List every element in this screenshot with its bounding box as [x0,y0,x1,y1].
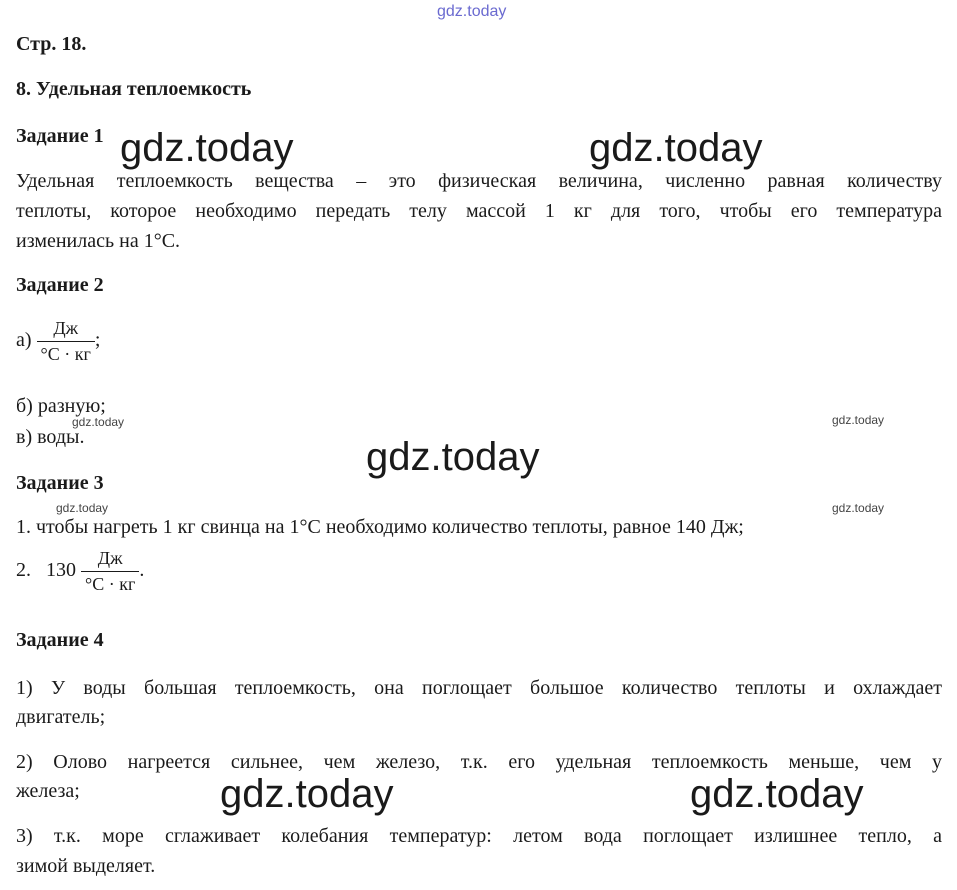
watermark-big: gdz.today [589,126,763,170]
task2-a-prefix: а) [16,329,32,352]
task1-line: изменилась на 1°C. [16,230,181,252]
watermark-big: gdz.today [220,772,394,816]
task4-p3-line: 3) т.к. море сглаживает колебания температур: летом вода поглощает излишнее тепло, а [16,825,942,847]
watermark-big: gdz.today [120,126,294,170]
task2-item-a [16,318,100,365]
fraction-denominator: °C · кг [40,344,91,364]
fraction-denominator: °C · кг [85,574,136,594]
task4-p3-line: зимой выделяет. [16,855,156,877]
watermark-small: gdz.today [832,501,885,515]
task3-item2-prefix: 2. [16,559,31,582]
watermark-small: gdz.today [72,415,125,429]
task4-p1-line: двигатель; [16,706,106,728]
fraction-numerator: Дж [81,548,139,572]
task4-heading: Задание 4 [16,629,104,651]
task4-p2-line: железа; [16,780,80,802]
task2-item-c: в) воды. [16,426,85,448]
task2-a-suffix: ; [94,329,101,352]
task1-line: теплоты, которое необходимо передать телу массой 1 кг для того, чтобы его температура [16,200,942,222]
watermark-big: gdz.today [690,772,864,816]
task3-item2-suffix: . [139,559,145,582]
task4-p1-line: 1) У воды большая теплоемкость, она поглощает большое количество теплоты и охлаждает [16,677,942,699]
task4-p2-line: 2) Олово нагреется сильнее, чем железо, т.к. его удельная теплоемкость меньше, чем у [16,751,942,773]
task1-line: Удельная теплоемкость вещества – это физическая величина, численно равная количеству [16,170,942,192]
watermark-small: gdz.today [56,501,109,515]
task2-heading: Задание 2 [16,274,104,296]
unit-fraction [81,548,139,595]
watermark-top: gdz.today [437,3,507,20]
fraction-numerator: Дж [37,318,95,342]
page-label: Стр. 18. [16,33,87,55]
watermark-small: gdz.today [832,413,885,427]
task3-item2-value: 130 [46,559,76,582]
task1-heading: Задание 1 [16,125,104,147]
task2-item-b: б) разную; [16,395,106,417]
section-title: 8. Удельная теплоемкость [16,78,252,100]
task3-line1: 1. чтобы нагреть 1 кг свинца на 1°C необходимо количество теплоты, равное 140 Дж; [16,516,744,538]
unit-fraction [37,318,95,365]
watermark-big: gdz.today [366,435,540,479]
task3-heading: Задание 3 [16,472,104,494]
task3-item2 [16,548,144,595]
